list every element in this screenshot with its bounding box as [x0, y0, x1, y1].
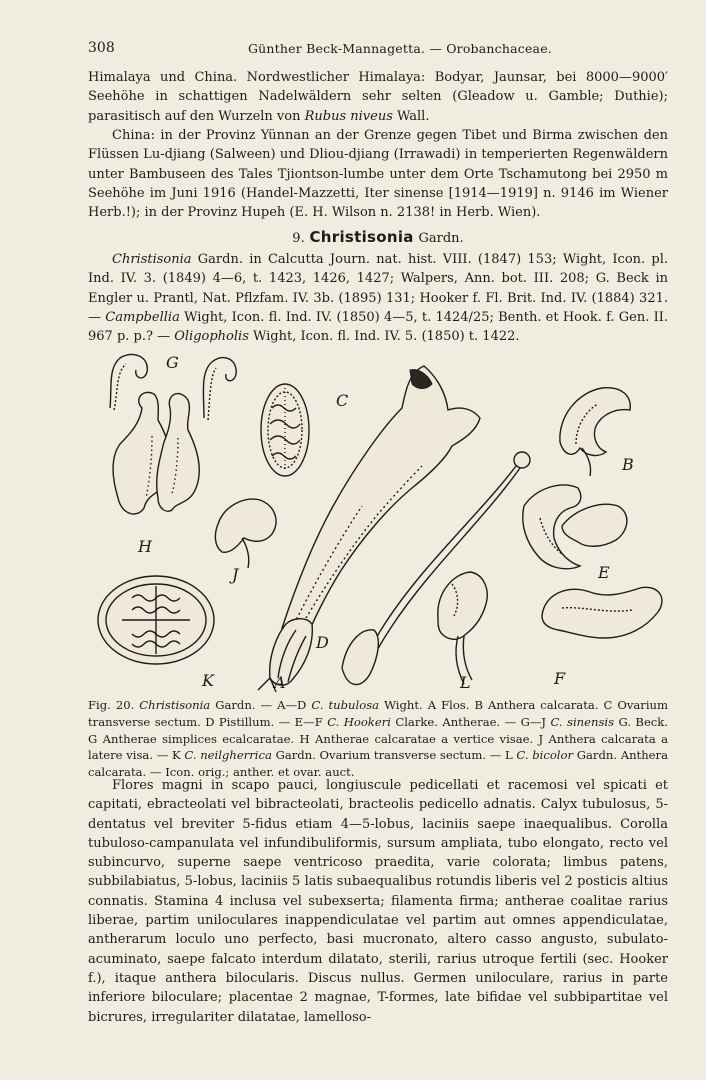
synonym-citation: Wight, Icon. fl. Ind. IV. (1850) 4—5, t. 1424/25; Benth. et Hook. f. Gen. II. 967 p. p.? — [88, 309, 669, 345]
figure-label-d: D [316, 633, 329, 652]
figure-drawing [92, 348, 670, 693]
caption-text: Gardn. — A—D [215, 698, 307, 712]
botanical-figure [92, 348, 670, 693]
figure-label-e: E [598, 563, 610, 582]
genus-description: Flores magni in scapo pauci, longiuscule pedicellati et racemosi vel spicati et capitati, ebracteolati vel bibracteolati, bracteolis pedicello adnatis. Calyx tubulosus, 5-dentatus vel breviter 5-fidus etiam 4—5-lobus, laciniis saepe inaequalibus. Corolla tubuloso-campanulata vel infundibuliformis, sursum ampliata, tubo elongato, recto vel subincurvo, superne saepe ventricoso praedita, varie colorata; limbus patens, subbilabiatus, 5-lobus, laciniis 5 latis subaequalibus rotundis liberis vel 2 posticis altius connatis. Stamina 4 inclusa vel subexserta; filamenta firma; antherae coalitae rarius liberae, partim uniloculares inappendiculatae vel partim aut omnes appendiculatae, antherarum loculo uno perfecto, basi mucronato, altero casso angusto, subulato-acuminato, saepe falcato interdum dilatato, sterili, rarius utroque fertili (sec. Hooker f.), itaque anthera bilocularis. Discus nullus. Germen uniloculare, rarius in parte inferiore biloculare; placentae 2 magnae, T-formes, late bifidae vel subbipartitae vel bicrures, irregulariter dilatatae, lamelloso- [88, 778, 668, 1025]
caption-text: Gardn. Anthera calcarata. — Icon. orig.; anther. et ovar. auct. [88, 748, 668, 780]
caption-genus: Christisonia [139, 698, 211, 712]
figure-label-a: A [274, 673, 286, 692]
page-number: 308 [88, 40, 115, 56]
caption-species: C. Hookeri [327, 714, 391, 729]
drawing-e [523, 485, 627, 569]
figure-label-f: F [554, 669, 566, 688]
figure-number: Fig. 20. [88, 698, 135, 712]
figure-label-h: H [138, 537, 152, 556]
caption-text: G. Beck. G Antherae simplices ecalcaratae. H Antherae calcaratae a vertice visae. J Anthera calcarata a latere visa. — K [88, 714, 669, 763]
distribution-text: Himalaya und China. Nordwestlicher Himalaya: Bodyar, Jaunsar, bei 8000—9000′ Seehöhe in schattigen Nadelwäldern sehr selten (Gleadow u. Gamble; Duthie); parasitisch auf den Wurzeln von [88, 70, 668, 124]
caption-text: Wight. A Flos. B Anthera calcarata. C Ovarium transverse sectum. D Pistillum. — E—F [88, 698, 668, 729]
caption-text: Clarke. Antherae. — G—J [395, 714, 547, 729]
drawing-f [542, 587, 662, 638]
synonym-name: Oligopholis [174, 329, 249, 345]
synonym-name: Campbellia [105, 309, 180, 325]
caption-species: C. tubulosa [311, 698, 380, 712]
drawing-b [560, 388, 630, 476]
drawing-k [98, 576, 214, 664]
synonym-citation: Gardn. in Calcutta Journ. nat. hist. VIII. (1847) 153; Wight, Icon. pl. Ind. IV. 3. (1849) 4—6, t. 1423, 1426, 1427; Walpers, Ann. bot. III. 208; G. Beck in Engler u. Prantl, Nat. Pflzfam. IV. 3b. (1895) 131; Hooker f. Fl. Brit. Ind. IV. (1884) 321. — [88, 252, 668, 325]
genus-author: Gardn. [418, 231, 464, 246]
genus-heading [88, 228, 668, 246]
caption-text: Gardn. Ovarium transverse sectum. — L [275, 748, 513, 763]
drawing-l [438, 572, 487, 684]
caption-species: C. neilgherrica [184, 748, 272, 763]
page-header [88, 40, 668, 60]
caption-species: C. bicolor [516, 748, 574, 763]
figure-label-k: K [202, 671, 214, 690]
figure-label-b: B [622, 455, 634, 474]
drawing-j [215, 499, 276, 568]
figure-label-c: C [336, 391, 349, 410]
distribution-paragraph-china: China: in der Provinz Yünnan an der Grenze gegen Tibet und Birma zwischen den Flüssen Lu-djiang (Salween) und Dliou-djiang (Irrawadi) in temperierten Regenwäldern unter Bambuseen des Tales Tjiontson-lumbe unter dem Orte Tschamutong bei 2950 m Seehöhe im Juni 1916 (Handel-Mazzetti, Iter sinense [1914—1919] n. 9146 im Wiener Herb.!); in der Provinz Hupeh (E. H. Wilson n. 2138! in Herb. Wien). [88, 128, 668, 221]
figure-label-g: G [166, 353, 179, 372]
running-head: Günther Beck-Mannagetta. — Orobanchaceae. [248, 41, 552, 56]
synonym-citation: Wight, Icon. fl. Ind. IV. 5. (1850) t. 1422. [253, 329, 520, 345]
genus-name: Christisonia [309, 228, 414, 246]
host-plant-name: Rubus niveus [304, 108, 393, 124]
distribution-paragraph-himalaya [88, 68, 668, 126]
figure-label-j: J [232, 565, 239, 584]
drawing-c [261, 384, 309, 476]
figure-label-l: L [460, 673, 471, 692]
synonym-name: Christisonia [112, 252, 192, 267]
synonymy-paragraph [88, 250, 668, 346]
drawing-h [113, 392, 199, 514]
caption-species: C. sinensis [550, 714, 615, 729]
genus-number: 9. [292, 231, 305, 246]
distribution-text-end: Wall. [397, 108, 430, 124]
figure-caption [88, 697, 668, 781]
